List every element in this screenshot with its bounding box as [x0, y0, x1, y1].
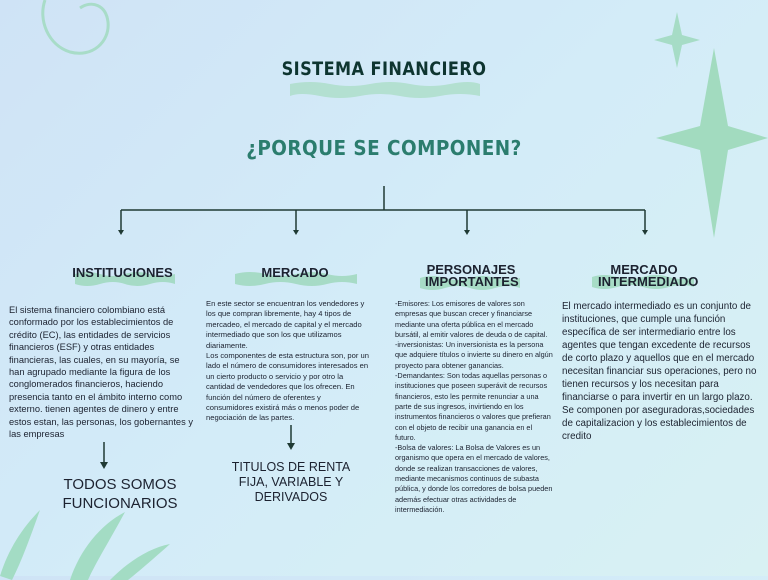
intermediado-paragraph-1: El mercado intermediado es un conjunto de instituciones, que cumple una función específica de ser intermediario entre los agentes que tengan excedente de recursos de corto plazo y aquellos que en el mercado necesitan financiar sus operaciones, pero no tienen recursos y los necesitan para financiarse o para invertir en un largo plazo.	[562, 301, 757, 403]
instituciones-paragraph: El sistema financiero colombiano está conformado por los establecimientos de crédito (EC), las entidades de servicios financieros (ESF) y otras entidades financieras, las cuales, en su mayoría, se han agrupado mediante la figura de los conglomerados financieros, haciendo presencia tanto en el ámbito interno como externo. tienen agentes de dinero y entre estos estan, las personas, los gobernantes y las empresas	[9, 305, 193, 440]
mercado-paragraph-1: En este sector se encuentran los vendedores y los que compran libremente, hay 4 tipos de mercadeo, el mercado de capital y el mercado intermediado que son los que utilizamos diariamente.	[206, 299, 365, 350]
arrow-down-icon	[285, 425, 297, 451]
text-mercado	[206, 299, 370, 424]
personajes-bolsa-de-valores: -Bolsa de valores: La Bolsa de Valores es un organismo que opera en el mercado de valores, donde se realizan transacciones de valores, mediante mecanismos continuos de subasta pública, y donde los corredores de bolsa pueden además efectuar otras actividades de intermediación.	[395, 443, 553, 514]
arrow-down-icon	[98, 442, 110, 470]
heading-mercado-intermediado: MERCADO INTERMEDIADO	[598, 262, 699, 289]
personajes-emisores: -Emisores: Los emisores de valores son empresas que buscan crecer y financiarse mediante una oferta pública en el mercado bursátil, al emitir valores de deuda o de capital.	[395, 299, 548, 339]
result-todos-somos-funcionarios: TODOS SOMOS FUNCIONARIOS	[62, 476, 178, 512]
text-personajes-importantes	[395, 299, 553, 515]
mercado-paragraph-2: Los componentes de esta estructura son, por un lado el número de consumidores interesados en un cierto producto o servicio y por otro la cantidad de vendedores que los ofrecen. En función del número de oferentes y consumidores existirá más o menos poder de negociación de las partes.	[206, 351, 369, 423]
arrowhead-2	[293, 230, 299, 235]
result-titulos-de-renta: TITULOS DE RENTA FIJA, VARIABLE Y DERIVADOS	[231, 460, 351, 504]
personajes-demandantes: -Demandantes: Son todas aquellas personas o instituciones que poseen superávit de recursos financieros, esto les permite renunciar a una parte de sus ingresos, invirtiendo en los instrumentos financieros o valores que prefieran con el objeto de recibir una ganancia en el futuro.	[395, 371, 551, 442]
intermediado-paragraph-2: Se componen por aseguradoras,sociedades de capitalizacion y los establecimientos de credito	[562, 405, 755, 442]
arrowhead-3	[464, 230, 470, 235]
subtitle: ¿PORQUE SE COMPONEN?	[246, 136, 522, 160]
text-instituciones	[9, 304, 197, 440]
connector-lines	[0, 0, 768, 260]
personajes-inversionistas: -inversionistas: Un inversionista es la persona que adquiere títulos o invierte su dinero en algún proyecto para obtener ganancias.	[395, 340, 553, 370]
heading-personajes-importantes: PERSONAJES IMPORTANTES	[425, 262, 519, 289]
heading-instituciones: INSTITUCIONES	[72, 265, 173, 280]
arrowhead-4	[642, 230, 648, 235]
arrowhead-1	[118, 230, 124, 235]
text-mercado-intermediado	[562, 300, 762, 443]
heading-mercado: MERCADO	[261, 265, 329, 280]
page-title: SISTEMA FINANCIERO	[281, 58, 487, 80]
